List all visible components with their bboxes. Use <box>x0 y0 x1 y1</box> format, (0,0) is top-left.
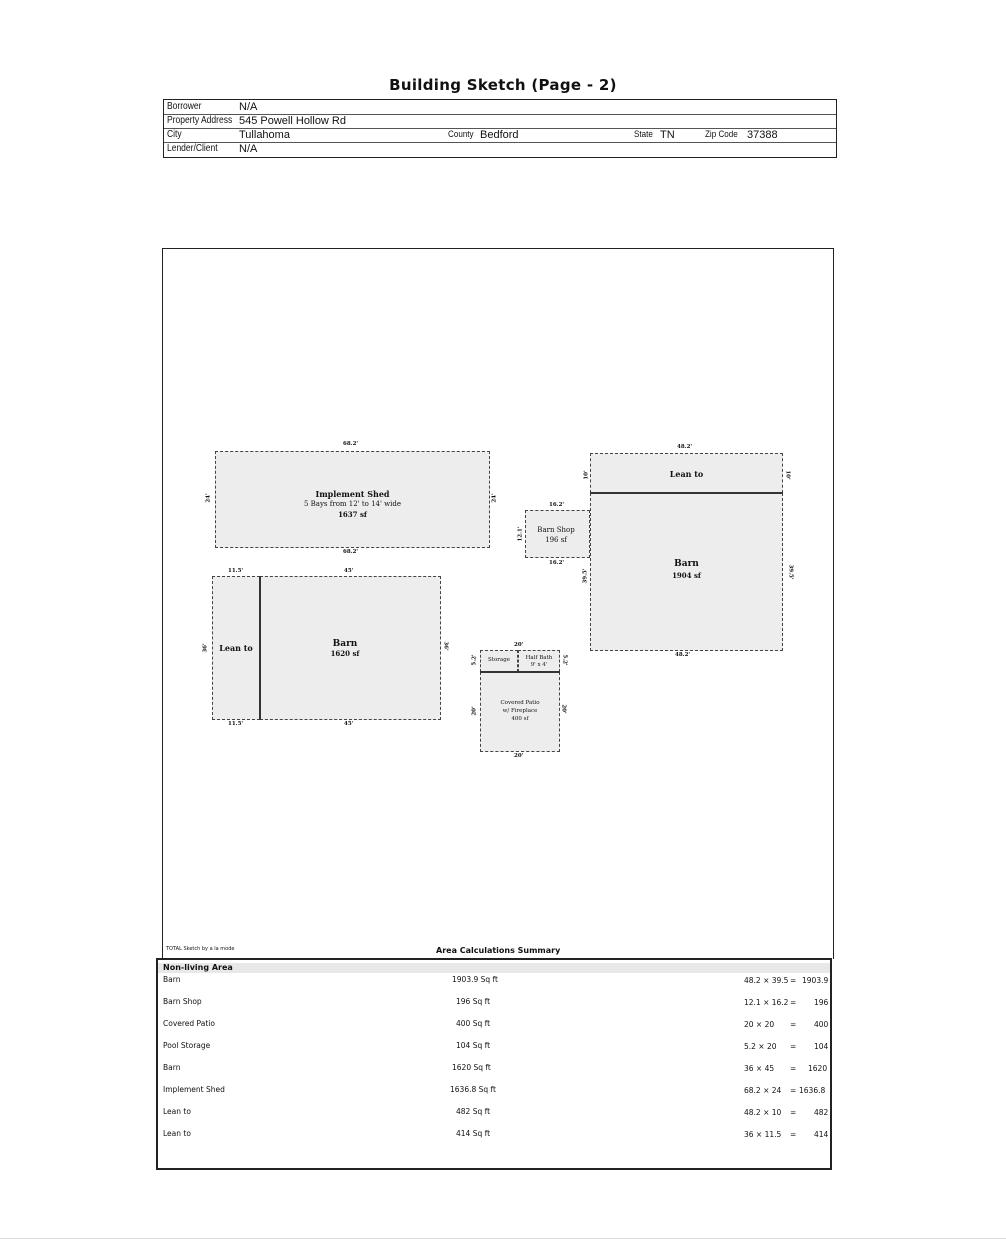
barn-left-name: Barn <box>332 639 358 649</box>
summary-row-calc: 20 × 20 <box>744 1020 775 1029</box>
summary-row-name: Implement Shed <box>163 1085 225 1094</box>
lean-to-right-right-dim: 10' <box>784 470 791 480</box>
zip-value: 37388 <box>747 129 778 141</box>
lean-to-right-name: Lean to <box>669 469 704 479</box>
summary-row-area: 414 Sq ft <box>456 1129 491 1138</box>
lender-label: Lender/Client <box>167 143 218 154</box>
barn-shop <box>525 510 590 558</box>
summary-row-eq: = <box>790 1108 797 1117</box>
borrower-value: N/A <box>239 101 258 113</box>
summary-row-area: 1903.9 Sq ft <box>452 975 498 984</box>
address-row <box>164 114 836 129</box>
summary-row-area: 104 Sq ft <box>456 1041 491 1050</box>
summary-row-eq: = <box>790 1020 797 1029</box>
lean-to-left-side-dim: 36' <box>202 643 209 653</box>
covered-patio-area: 400 sf <box>511 716 529 722</box>
barn-right-left-dim: 39.5' <box>582 568 589 584</box>
lean-to-right-top-dim: 48.2' <box>677 444 693 450</box>
summary-row-eq: = <box>790 1064 797 1073</box>
area-summary-table <box>156 958 832 1170</box>
covered-patio-right-dim: 20' <box>560 704 567 714</box>
summary-row-result: 1903.9 <box>802 976 829 985</box>
summary-row-result: 104 <box>814 1042 829 1051</box>
summary-row-calc: 36 × 11.5 <box>744 1130 782 1139</box>
summary-row-result: 482 <box>814 1108 829 1117</box>
summary-row-eq: = <box>790 1086 797 1095</box>
summary-row-name: Pool Storage <box>163 1041 211 1050</box>
implement-shed-left-dim: 24' <box>205 493 212 503</box>
summary-title: Area Calculations Summary <box>436 946 561 955</box>
summary-row-calc: 68.2 × 24 <box>744 1086 782 1095</box>
summary-row-area: 482 Sq ft <box>456 1107 491 1116</box>
summary-row-area: 1636.8 Sq ft <box>450 1085 496 1094</box>
lender-row <box>164 142 836 156</box>
section-band <box>158 963 830 973</box>
summary-row-calc: 36 × 45 <box>744 1064 775 1073</box>
section-label: Non-living Area <box>163 963 233 972</box>
summary-row-result: 1620 <box>808 1064 828 1073</box>
barn-right-divider <box>590 492 783 494</box>
storage-name: Storage <box>488 657 510 663</box>
summary-row-area: 196 Sq ft <box>456 997 491 1006</box>
county-label: County <box>448 129 474 140</box>
barn-left-top-dim: 45' <box>344 568 354 574</box>
county-value: Bedford <box>480 129 519 141</box>
summary-row-eq: = <box>790 1042 797 1051</box>
barn-shop-name: Barn Shop <box>537 526 575 534</box>
implement-shed-top-dim: 68.2' <box>343 441 359 447</box>
implement-shed-area: 1637 sf <box>338 510 367 519</box>
implement-shed-desc: 5 Bays from 12' to 14' wide <box>303 500 401 508</box>
half-bath <box>518 650 560 672</box>
lean-to-right-left-dim: 10' <box>583 470 590 480</box>
summary-row-name: Barn <box>163 975 181 984</box>
lean-to-left-bottom-dim: 11.5' <box>228 721 244 727</box>
city-value: Tullahoma <box>239 129 290 141</box>
half-bath-name: Half Bath <box>525 655 553 661</box>
summary-row-name: Lean to <box>163 1129 191 1138</box>
summary-row-calc: 48.2 × 39.5 <box>744 976 789 985</box>
city-row <box>164 128 836 143</box>
implement-shed-bottom-dim: 68.2' <box>343 549 359 555</box>
barn-right-bottom-dim: 48.2' <box>675 652 691 658</box>
summary-row-area: 1620 Sq ft <box>452 1063 491 1072</box>
summary-row-name: Barn Shop <box>163 997 202 1006</box>
header-table <box>163 99 837 158</box>
state-value: TN <box>660 129 675 141</box>
covered-patio-left-dim: 20' <box>471 706 478 716</box>
borrower-row <box>164 100 836 115</box>
covered-patio-bottom-dim: 20' <box>514 753 524 759</box>
barn-left-bottom-dim: 45' <box>344 721 354 727</box>
barn-left-area: 1620 sf <box>330 649 360 658</box>
lender-value: N/A <box>239 143 258 155</box>
summary-row-eq: = <box>790 1130 797 1139</box>
barn-shop-side-dim: 12.1' <box>517 526 524 542</box>
summary-row-result: 414 <box>814 1130 829 1139</box>
zip-label: Zip Code <box>705 129 738 140</box>
half-bath-size: 9' x 4' <box>530 662 548 668</box>
lean-to-left-top-dim: 11.5' <box>228 568 244 574</box>
barn-right-area: 1904 sf <box>672 571 701 580</box>
lean-to-left-name: Lean to <box>219 643 253 653</box>
summary-row-calc: 12.1 × 16.2 <box>744 998 789 1007</box>
state-label: State <box>634 129 653 140</box>
summary-row-area: 400 Sq ft <box>456 1019 491 1028</box>
barn-shop-top-dim: 16.2' <box>549 502 565 508</box>
address-label: Property Address <box>167 115 233 126</box>
barn-right-name: Barn <box>674 559 699 569</box>
summary-row-calc: 48.2 × 10 <box>744 1108 782 1117</box>
barn-shop-area: 196 sf <box>545 536 567 544</box>
barn-left-side-dim: 36' <box>442 641 449 651</box>
half-bath-side-dim: 5.2' <box>561 654 568 666</box>
summary-row-name: Covered Patio <box>163 1019 215 1028</box>
summary-row-eq: = <box>790 998 797 1007</box>
barn-right-right-dim: 39.5' <box>787 564 794 580</box>
patio-divider <box>480 671 560 673</box>
barn-shop-bottom-dim: 16.2' <box>549 560 565 566</box>
software-note: TOTAL Sketch by a la mode <box>166 946 235 952</box>
summary-row-name: Barn <box>163 1063 181 1072</box>
implement-shed-name: Implement Shed <box>315 489 390 499</box>
city-label: City <box>167 129 182 140</box>
covered-patio-name: Covered Patio <box>500 700 540 706</box>
page-bottom-rule <box>0 1238 1006 1239</box>
summary-row-name: Lean to <box>163 1107 191 1116</box>
address-value: 545 Powell Hollow Rd <box>239 115 346 127</box>
summary-row-result: 400 <box>814 1020 829 1029</box>
storage-side-dim: 5.2' <box>471 654 478 666</box>
borrower-label: Borrower <box>167 101 202 112</box>
implement-shed-right-dim: 24' <box>491 493 498 503</box>
covered-patio-desc: w/ Fireplace <box>502 708 538 714</box>
summary-row-eq: = <box>790 976 797 985</box>
summary-row-result: 196 <box>814 998 829 1007</box>
summary-row-calc: 5.2 × 20 <box>744 1042 777 1051</box>
page-title: Building Sketch (Page - 2) <box>389 76 617 94</box>
covered-patio-top-dim: 20' <box>514 642 524 648</box>
summary-row-result: 1636.8 <box>799 1086 826 1095</box>
